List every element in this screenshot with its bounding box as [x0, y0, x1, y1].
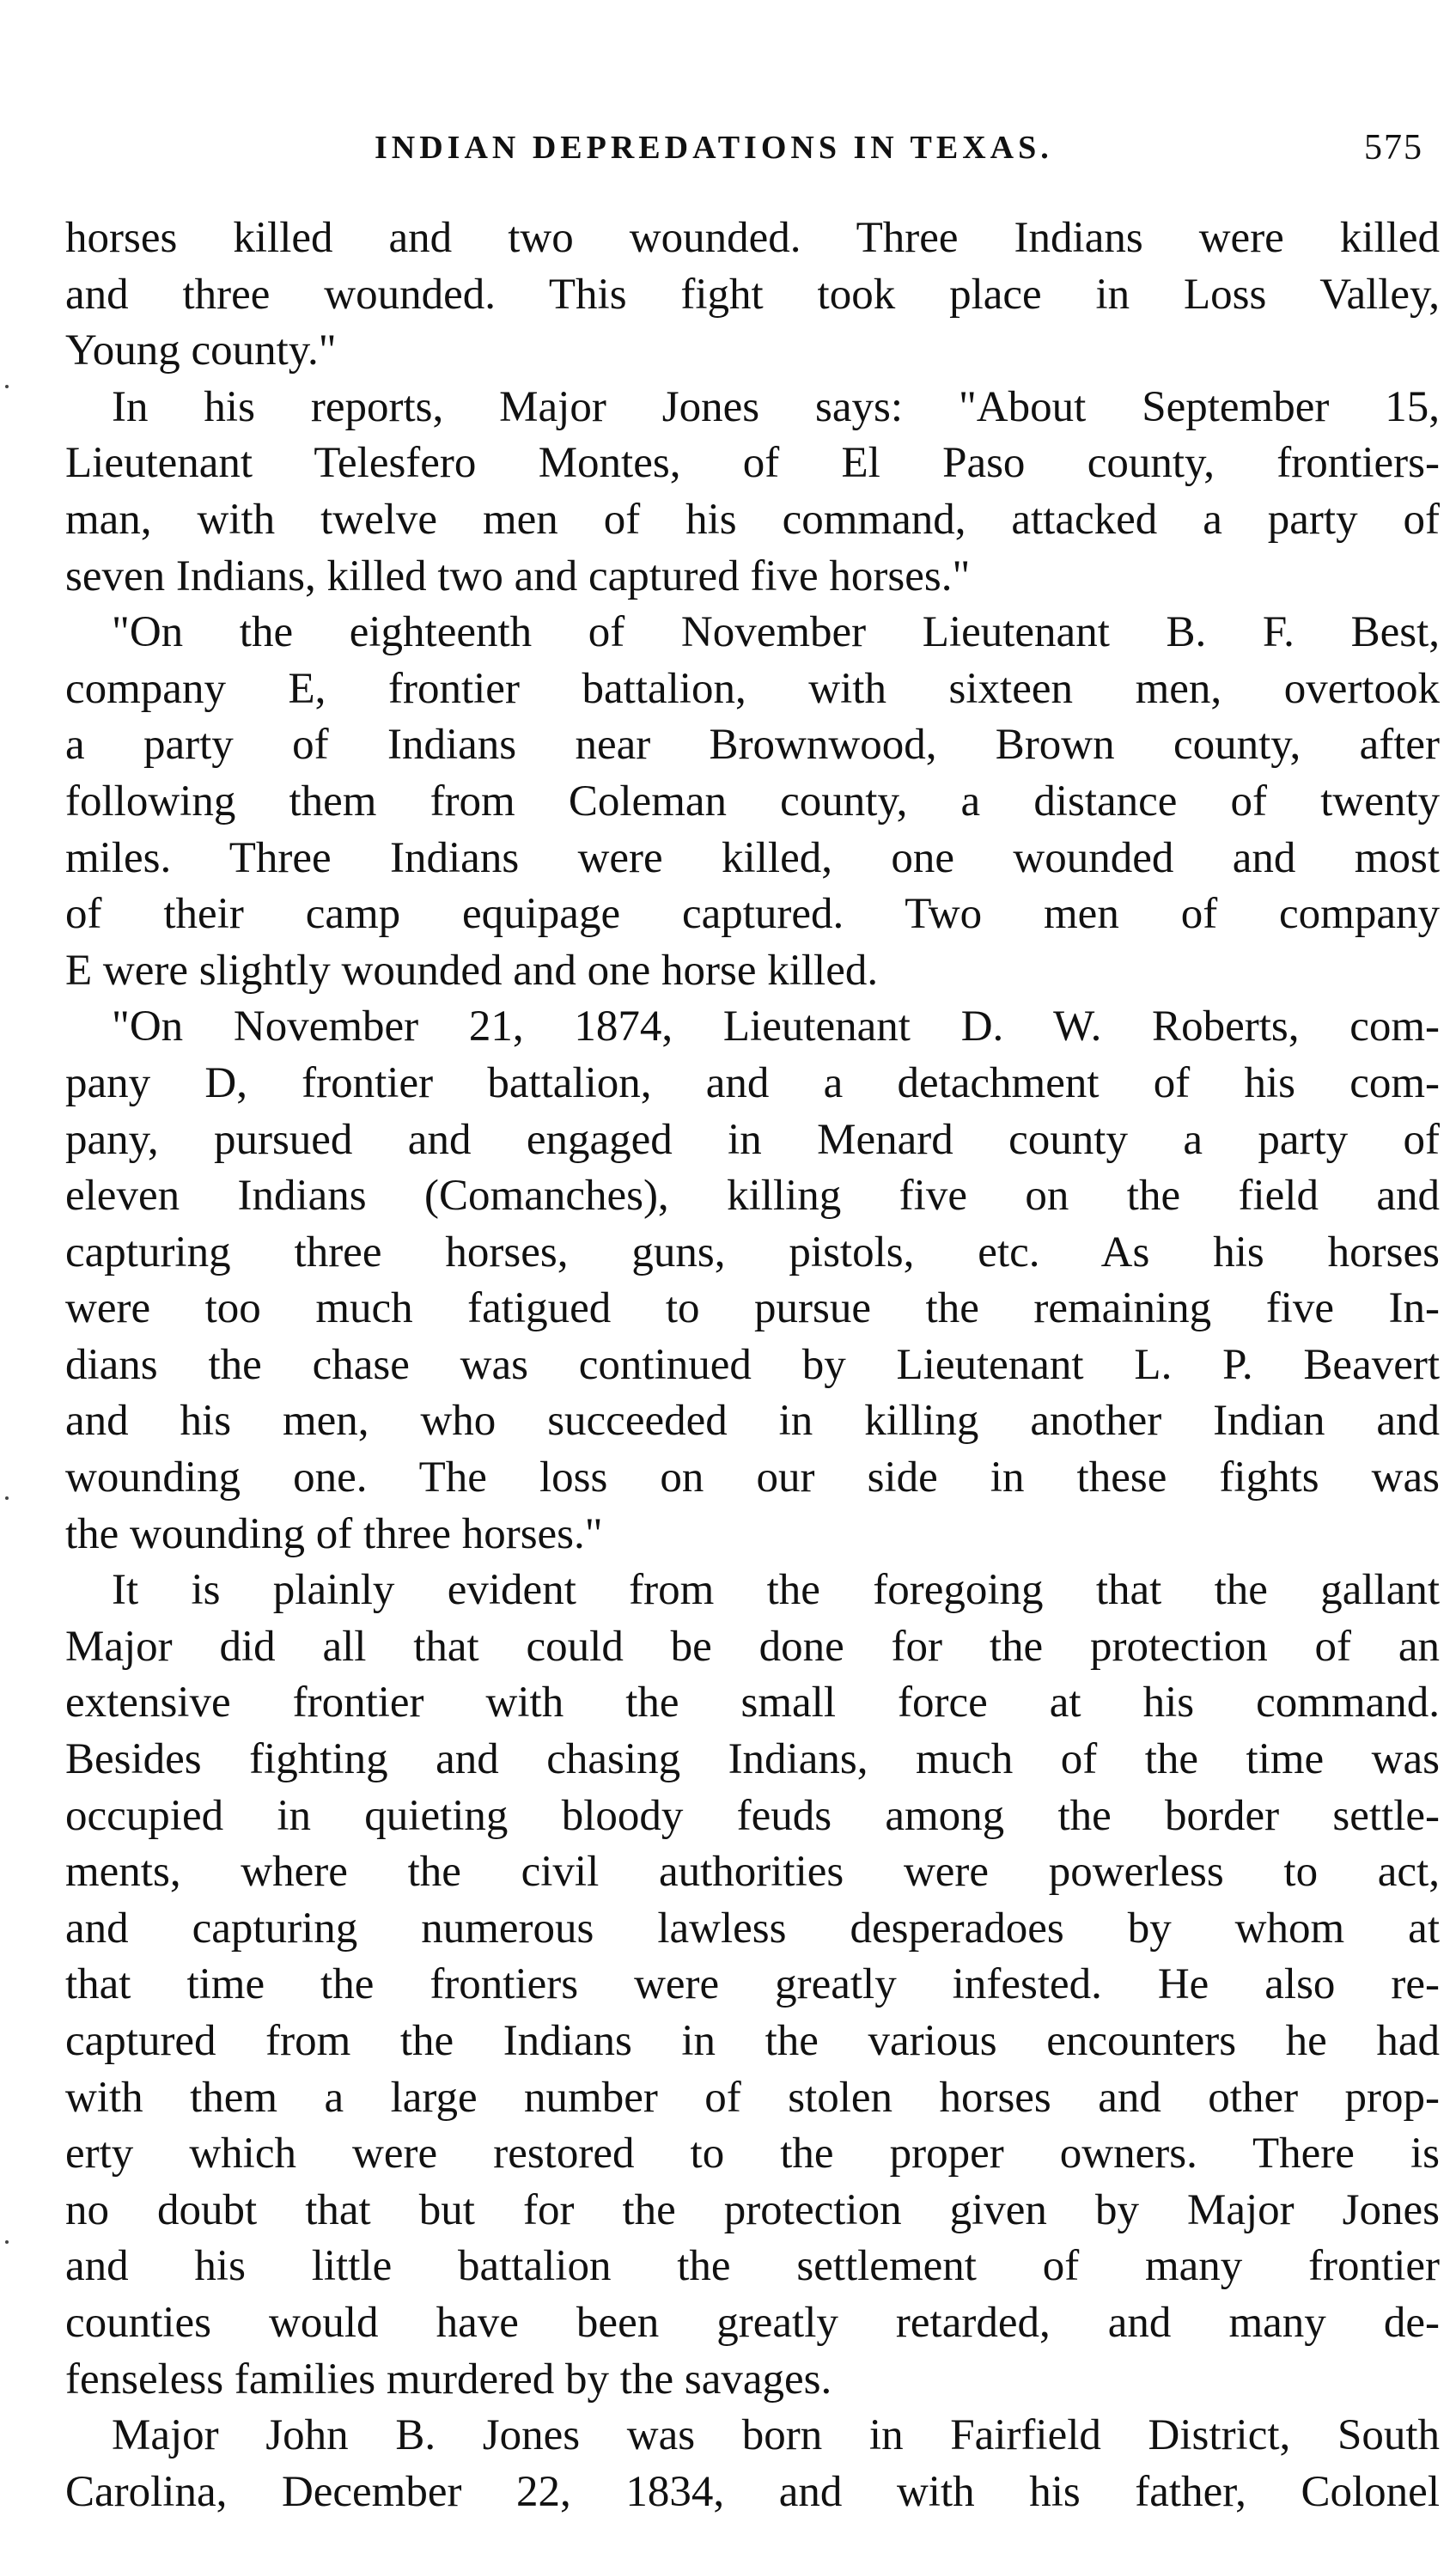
text-line: Young county."	[65, 326, 337, 375]
text-line: counties would have been greatly retarded, and many de-	[65, 2298, 1440, 2347]
text-line: dians the chase was continued by Lieutenant L. P. Beavert	[65, 1340, 1440, 1389]
text-line: seven Indians, killed two and captured five horses."	[65, 551, 971, 600]
text-line: man, with twelve men of his command, attacked a party of	[65, 495, 1440, 544]
text-line: a party of Indians near Brownwood, Brown county, after	[65, 721, 1440, 770]
text-line: Carolina, December 22, 1834, and with his father, Colonel	[65, 2467, 1440, 2516]
body-text	[65, 210, 1440, 2520]
text-line: following them from Coleman county, a distance of twenty	[65, 777, 1440, 826]
text-line: E were slightly wounded and one horse killed.	[65, 946, 879, 995]
text-line: horses killed and two wounded. Three Indians were killed	[65, 214, 1440, 262]
text-line: pany D, frontier battalion, and a detachment of his com-	[65, 1058, 1440, 1107]
text-line: Major John B. Jones was born in Fairfield District, South	[112, 2411, 1440, 2460]
text-line: wounding one. The loss on our side in these fights was	[65, 1453, 1440, 1502]
text-line: Major did all that could be done for the protection of an	[65, 1622, 1440, 1671]
text-line: Lieutenant Telesfero Montes, of El Paso county, frontiers-	[65, 439, 1440, 488]
margin-speck	[5, 1496, 9, 1500]
text-line: no doubt that but for the protection given by Major Jones	[65, 2185, 1440, 2234]
text-line: the wounding of three horses."	[65, 1509, 603, 1558]
margin-speck	[5, 385, 9, 388]
running-head	[65, 129, 1442, 180]
text-line: with them a large number of stolen horses and other prop-	[65, 2073, 1440, 2122]
text-line: "On the eighteenth of November Lieutenant B. F. Best,	[112, 608, 1440, 657]
page-number: 575	[1364, 128, 1423, 168]
text-line: It is plainly evident from the foregoing that the gallant	[112, 1566, 1440, 1615]
text-line: ments, where the civil authorities were powerless to act,	[65, 1848, 1440, 1897]
text-line: occupied in quieting bloody feuds among the border settle-	[65, 1791, 1440, 1840]
text-line: company E, frontier battalion, with sixteen men, overtook	[65, 664, 1440, 713]
text-line: miles. Three Indians were killed, one wounded and most	[65, 833, 1440, 882]
text-line: fenseless families murdered by the savages.	[65, 2355, 832, 2404]
text-line: Besides fighting and chasing Indians, much of the time was	[65, 1735, 1440, 1784]
text-line: that time the frontiers were greatly infested. He also re-	[65, 1960, 1440, 2009]
text-line: "On November 21, 1874, Lieutenant D. W. Roberts, com-	[112, 1002, 1440, 1051]
text-line: and his little battalion the settlement of many frontier	[65, 2242, 1440, 2291]
text-line: erty which were restored to the proper owners. There is	[65, 2130, 1440, 2178]
text-line: extensive frontier with the small force at his command.	[65, 1679, 1440, 1727]
text-line: pany, pursued and engaged in Menard county a party of	[65, 1115, 1440, 1164]
text-line: In his reports, Major Jones says: "About September 15,	[112, 382, 1440, 431]
text-line: and three wounded. This fight took place in Loss Valley,	[65, 270, 1440, 319]
text-line: eleven Indians (Comanches), killing five on the field and	[65, 1172, 1440, 1221]
text-line: were too much fatigued to pursue the remaining five In-	[65, 1284, 1440, 1333]
margin-speck	[5, 2240, 9, 2244]
text-line: and capturing numerous lawless desperadoes by whom at	[65, 1904, 1440, 1953]
text-line: of their camp equipage captured. Two men of company	[65, 890, 1440, 939]
text-line: captured from the Indians in the various encounters he had	[65, 2017, 1440, 2065]
text-line: capturing three horses, guns, pistols, etc. As his horses	[65, 1228, 1440, 1276]
running-title: INDIAN DEPREDATIONS IN TEXAS.	[375, 130, 1053, 166]
text-line: and his men, who succeeded in killing another Indian and	[65, 1397, 1440, 1446]
